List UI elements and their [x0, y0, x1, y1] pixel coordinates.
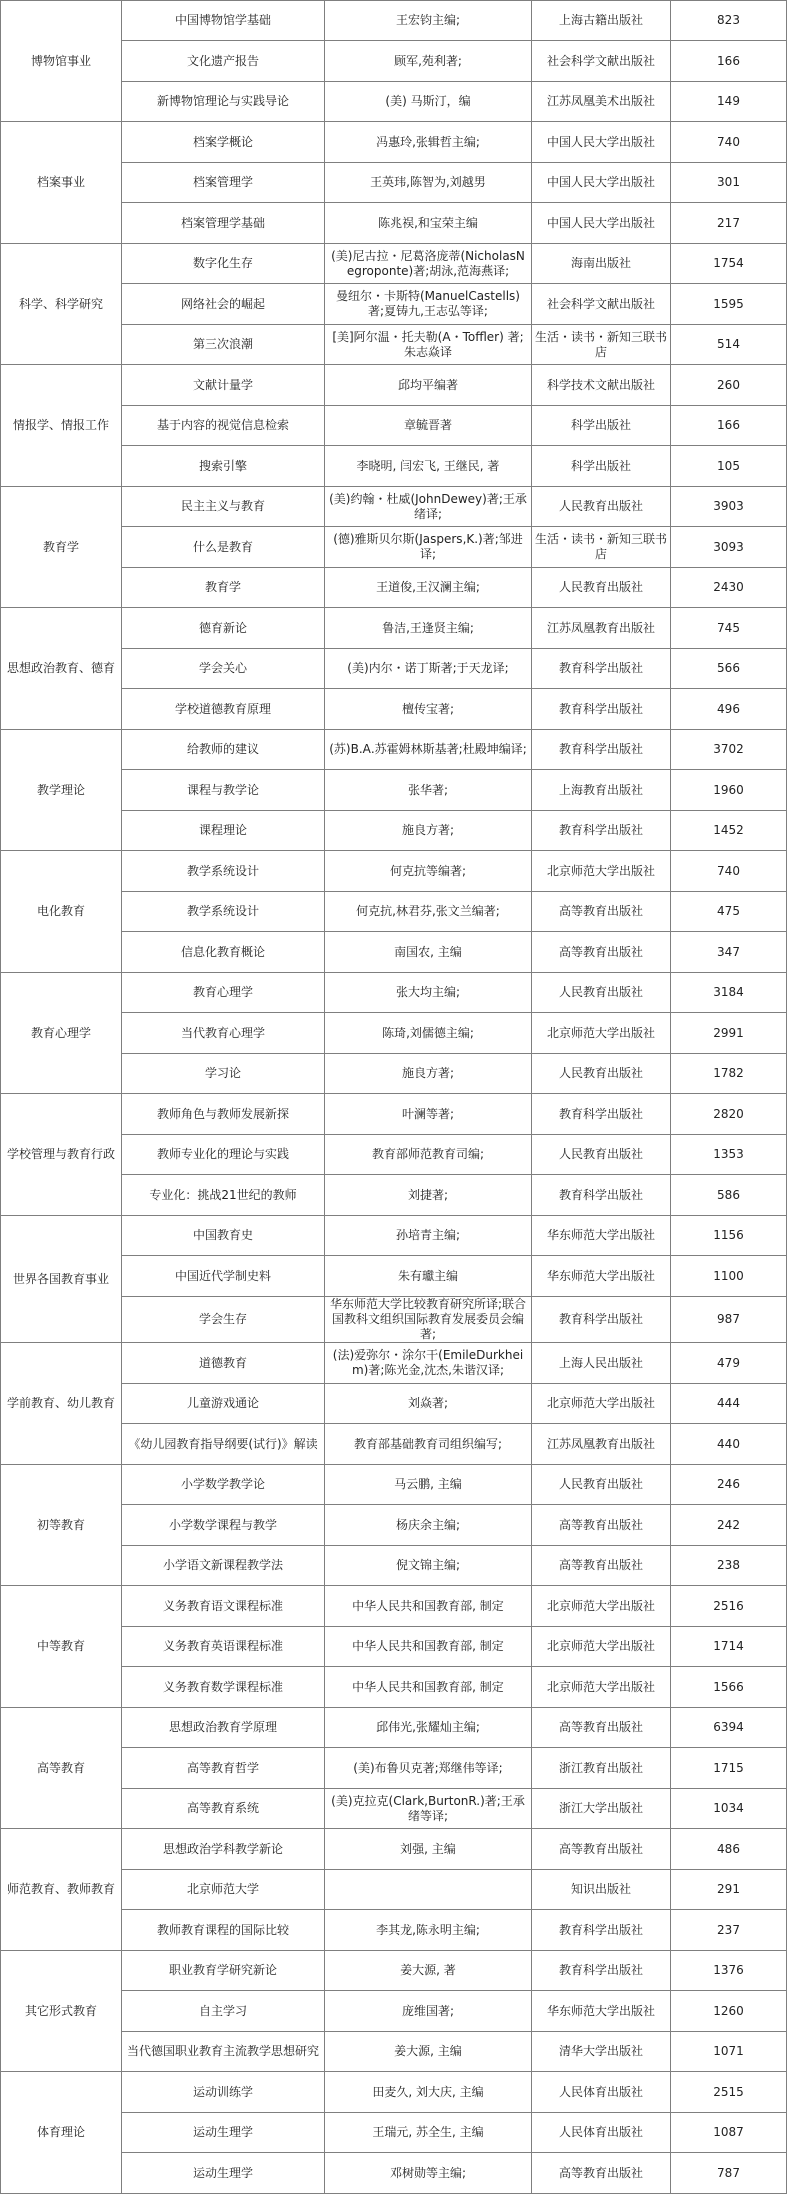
table-row: [1, 973, 787, 1013]
author-cell: 马云鹏, 主编: [325, 1465, 532, 1505]
book-table-body: [1, 1, 787, 2194]
book-title-cell: 信息化教育概论: [122, 932, 325, 973]
count-cell: 1071: [671, 2032, 787, 2072]
publisher-cell: 北京师范大学出版社: [532, 1384, 671, 1424]
publisher-cell: 华东师范大学出版社: [532, 1256, 671, 1297]
table-row: [1, 244, 787, 284]
book-title-cell: 小学数学课程与教学: [122, 1505, 325, 1546]
table-row: [1, 1343, 787, 1384]
author-cell: (美) 马斯汀，编: [325, 82, 532, 122]
count-cell: 566: [671, 649, 787, 689]
table-row: [1, 122, 787, 163]
count-cell: 740: [671, 122, 787, 163]
table-row: [1, 1, 787, 41]
category-cell: 中等教育: [1, 1586, 122, 1708]
count-cell: 444: [671, 1384, 787, 1424]
book-title-cell: 义务教育英语课程标准: [122, 1627, 325, 1667]
count-cell: 1452: [671, 811, 787, 851]
count-cell: 496: [671, 689, 787, 730]
book-title-cell: 数字化生存: [122, 244, 325, 284]
book-title-cell: 中国教育史: [122, 1216, 325, 1256]
count-cell: 2515: [671, 2072, 787, 2113]
publisher-cell: 社会科学文献出版社: [532, 41, 671, 82]
publisher-cell: 上海教育出版社: [532, 770, 671, 811]
publisher-cell: 海南出版社: [532, 244, 671, 284]
author-cell: 田麦久, 刘大庆, 主编: [325, 2072, 532, 2113]
count-cell: 166: [671, 406, 787, 446]
book-title-cell: 专业化：挑战21世纪的教师: [122, 1175, 325, 1216]
author-cell: 李晓明, 闫宏飞, 王继民, 著: [325, 446, 532, 487]
book-title-cell: 档案管理学: [122, 163, 325, 203]
count-cell: 1754: [671, 244, 787, 284]
category-cell: 师范教育、教师教育: [1, 1829, 122, 1951]
category-cell: 博物馆事业: [1, 1, 122, 122]
book-title-cell: 学习论: [122, 1054, 325, 1094]
author-cell: 中华人民共和国教育部, 制定: [325, 1586, 532, 1627]
publisher-cell: 浙江大学出版社: [532, 1789, 671, 1829]
author-cell: 邱均平编著: [325, 365, 532, 406]
count-cell: 217: [671, 203, 787, 244]
category-cell: 学校管理与教育行政: [1, 1094, 122, 1216]
publisher-cell: 北京师范大学出版社: [532, 1013, 671, 1054]
publisher-cell: 人民体育出版社: [532, 2072, 671, 2113]
book-title-cell: 第三次浪潮: [122, 325, 325, 365]
author-cell: 施良方著;: [325, 811, 532, 851]
book-title-cell: 道德教育: [122, 1343, 325, 1384]
count-cell: 440: [671, 1424, 787, 1465]
publisher-cell: 上海人民出版社: [532, 1343, 671, 1384]
publisher-cell: 江苏凤凰美术出版社: [532, 82, 671, 122]
count-cell: 475: [671, 892, 787, 932]
author-cell: (美)尼古拉・尼葛洛庞蒂(NicholasNegroponte)著;胡泳,范海燕译;: [325, 244, 532, 284]
publisher-cell: 高等教育出版社: [532, 1708, 671, 1748]
author-cell: [美]阿尔温・托夫勒(A・Toffler) 著;朱志焱译: [325, 325, 532, 365]
author-cell: 顾军,苑利著;: [325, 41, 532, 82]
count-cell: 2516: [671, 1586, 787, 1627]
author-cell: 刘强, 主编: [325, 1829, 532, 1870]
publisher-cell: 北京师范大学出版社: [532, 851, 671, 892]
count-cell: 1715: [671, 1748, 787, 1789]
publisher-cell: 教育科学出版社: [532, 689, 671, 730]
publisher-cell: 人民教育出版社: [532, 1465, 671, 1505]
count-cell: 1353: [671, 1135, 787, 1175]
table-row: [1, 730, 787, 770]
publisher-cell: 生活・读书・新知三联书店: [532, 325, 671, 365]
author-cell: 教育部基础教育司组织编写;: [325, 1424, 532, 1465]
book-title-cell: 儿童游戏通论: [122, 1384, 325, 1424]
category-cell: 思想政治教育、德育: [1, 608, 122, 730]
book-title-cell: 自主学习: [122, 1991, 325, 2032]
count-cell: 6394: [671, 1708, 787, 1748]
author-cell: 叶澜等著;: [325, 1094, 532, 1135]
publisher-cell: 教育科学出版社: [532, 1910, 671, 1951]
table-row: [1, 1094, 787, 1135]
count-cell: 823: [671, 1, 787, 41]
count-cell: 301: [671, 163, 787, 203]
count-cell: 2820: [671, 1094, 787, 1135]
publisher-cell: 中国人民大学出版社: [532, 163, 671, 203]
publisher-cell: 人民体育出版社: [532, 2113, 671, 2153]
publisher-cell: 科学出版社: [532, 406, 671, 446]
count-cell: 237: [671, 1910, 787, 1951]
author-cell: 何克抗,林君芬,张文兰编著;: [325, 892, 532, 932]
author-cell: 陈琦,刘儒德主编;: [325, 1013, 532, 1054]
table-row: [1, 1951, 787, 1991]
book-title-cell: 课程理论: [122, 811, 325, 851]
publisher-cell: 北京师范大学出版社: [532, 1586, 671, 1627]
author-cell: 孙培青主编;: [325, 1216, 532, 1256]
book-title-cell: 思想政治教育学原理: [122, 1708, 325, 1748]
author-cell: (美)克拉克(Clark,BurtonR.)著;王承绪等译;: [325, 1789, 532, 1829]
author-cell: 倪文锦主编;: [325, 1546, 532, 1586]
count-cell: 1034: [671, 1789, 787, 1829]
book-title-cell: 档案学概论: [122, 122, 325, 163]
publisher-cell: 知识出版社: [532, 1870, 671, 1910]
count-cell: 1260: [671, 1991, 787, 2032]
count-cell: 486: [671, 1829, 787, 1870]
publisher-cell: 清华大学出版社: [532, 2032, 671, 2072]
author-cell: 王宏钧主编;: [325, 1, 532, 41]
count-cell: 246: [671, 1465, 787, 1505]
author-cell: 朱有瓛主编: [325, 1256, 532, 1297]
author-cell: [325, 1870, 532, 1910]
count-cell: 1376: [671, 1951, 787, 1991]
author-cell: 邓树勋等主编;: [325, 2153, 532, 2194]
count-cell: 260: [671, 365, 787, 406]
book-title-cell: 学会生存: [122, 1297, 325, 1343]
author-cell: 邱伟光,张耀灿主编;: [325, 1708, 532, 1748]
table-row: [1, 851, 787, 892]
author-cell: 施良方著;: [325, 1054, 532, 1094]
count-cell: 1566: [671, 1667, 787, 1708]
book-title-cell: 基于内容的视觉信息检索: [122, 406, 325, 446]
book-title-cell: 教学系统设计: [122, 851, 325, 892]
book-title-cell: 档案管理学基础: [122, 203, 325, 244]
table-row: [1, 2072, 787, 2113]
book-title-cell: 什么是教育: [122, 527, 325, 568]
book-title-cell: 教师专业化的理论与实践: [122, 1135, 325, 1175]
category-cell: 档案事业: [1, 122, 122, 244]
count-cell: 1714: [671, 1627, 787, 1667]
book-title-cell: 运动生理学: [122, 2153, 325, 2194]
author-cell: 教育部师范教育司编;: [325, 1135, 532, 1175]
category-cell: 学前教育、幼儿教育: [1, 1343, 122, 1465]
book-title-cell: 教育学: [122, 568, 325, 608]
author-cell: 杨庆余主编;: [325, 1505, 532, 1546]
author-cell: 冯惠玲,张辑哲主编;: [325, 122, 532, 163]
count-cell: 1100: [671, 1256, 787, 1297]
count-cell: 3903: [671, 487, 787, 527]
book-title-cell: 高等教育哲学: [122, 1748, 325, 1789]
book-title-cell: 新博物馆理论与实践导论: [122, 82, 325, 122]
author-cell: 张华著;: [325, 770, 532, 811]
category-cell: 世界各国教育事业: [1, 1216, 122, 1343]
count-cell: 3702: [671, 730, 787, 770]
publisher-cell: 教育科学出版社: [532, 1297, 671, 1343]
author-cell: 姜大源, 主编: [325, 2032, 532, 2072]
publisher-cell: 教育科学出版社: [532, 1951, 671, 1991]
category-cell: 初等教育: [1, 1465, 122, 1586]
publisher-cell: 生活・读书・新知三联书店: [532, 527, 671, 568]
table-row: [1, 365, 787, 406]
author-cell: 章毓晋著: [325, 406, 532, 446]
book-title-cell: 教育心理学: [122, 973, 325, 1013]
count-cell: 3184: [671, 973, 787, 1013]
count-cell: 1156: [671, 1216, 787, 1256]
book-title-cell: 学会关心: [122, 649, 325, 689]
author-cell: 庞维国著;: [325, 1991, 532, 2032]
book-title-cell: 德育新论: [122, 608, 325, 649]
count-cell: 479: [671, 1343, 787, 1384]
author-cell: 曼纽尔・卡斯特(ManuelCastells)著;夏铸九,王志弘等译;: [325, 284, 532, 325]
publisher-cell: 教育科学出版社: [532, 811, 671, 851]
book-title-cell: 小学数学教学论: [122, 1465, 325, 1505]
author-cell: 陈兆祦,和宝荣主编: [325, 203, 532, 244]
publisher-cell: 社会科学文献出版社: [532, 284, 671, 325]
book-title-cell: 义务教育语文课程标准: [122, 1586, 325, 1627]
category-cell: 教育心理学: [1, 973, 122, 1094]
category-cell: 情报学、情报工作: [1, 365, 122, 487]
publisher-cell: 人民教育出版社: [532, 973, 671, 1013]
table-row: [1, 1586, 787, 1627]
publisher-cell: 教育科学出版社: [532, 730, 671, 770]
book-title-cell: 学校道德教育原理: [122, 689, 325, 730]
count-cell: 1595: [671, 284, 787, 325]
author-cell: 王瑞元, 苏全生, 主编: [325, 2113, 532, 2153]
book-title-cell: 给教师的建议: [122, 730, 325, 770]
book-title-cell: 中国近代学制史料: [122, 1256, 325, 1297]
book-title-cell: 文化遗产报告: [122, 41, 325, 82]
publisher-cell: 人民教育出版社: [532, 487, 671, 527]
author-cell: (美)约翰・杜威(JohnDewey)著;王承绪译;: [325, 487, 532, 527]
count-cell: 514: [671, 325, 787, 365]
count-cell: 166: [671, 41, 787, 82]
publisher-cell: 高等教育出版社: [532, 2153, 671, 2194]
table-row: [1, 608, 787, 649]
publisher-cell: 北京师范大学出版社: [532, 1667, 671, 1708]
book-title-cell: 《幼儿园教育指导纲要(试行)》解读: [122, 1424, 325, 1465]
author-cell: 中华人民共和国教育部, 制定: [325, 1667, 532, 1708]
count-cell: 1960: [671, 770, 787, 811]
count-cell: 1782: [671, 1054, 787, 1094]
book-title-cell: 教师角色与教师发展新探: [122, 1094, 325, 1135]
publisher-cell: 上海古籍出版社: [532, 1, 671, 41]
book-title-cell: 小学语文新课程教学法: [122, 1546, 325, 1586]
publisher-cell: 江苏凤凰教育出版社: [532, 608, 671, 649]
count-cell: 347: [671, 932, 787, 973]
book-title-cell: 文献计量学: [122, 365, 325, 406]
author-cell: (美)内尔・诺丁斯著;于天龙译;: [325, 649, 532, 689]
book-title-cell: 课程与教学论: [122, 770, 325, 811]
publisher-cell: 浙江教育出版社: [532, 1748, 671, 1789]
count-cell: 291: [671, 1870, 787, 1910]
book-title-cell: 民主主义与教育: [122, 487, 325, 527]
category-cell: 电化教育: [1, 851, 122, 973]
count-cell: 105: [671, 446, 787, 487]
book-title-cell: 高等教育系统: [122, 1789, 325, 1829]
book-title-cell: 义务教育数学课程标准: [122, 1667, 325, 1708]
publisher-cell: 华东师范大学出版社: [532, 1991, 671, 2032]
count-cell: 1087: [671, 2113, 787, 2153]
author-cell: 张大均主编;: [325, 973, 532, 1013]
publisher-cell: 中国人民大学出版社: [532, 122, 671, 163]
category-cell: 其它形式教育: [1, 1951, 122, 2072]
book-title-cell: 当代德国职业教育主流教学思想研究: [122, 2032, 325, 2072]
publisher-cell: 高等教育出版社: [532, 932, 671, 973]
count-cell: 238: [671, 1546, 787, 1586]
publisher-cell: 人民教育出版社: [532, 1054, 671, 1094]
count-cell: 242: [671, 1505, 787, 1546]
publisher-cell: 江苏凤凰教育出版社: [532, 1424, 671, 1465]
category-cell: 教育学: [1, 487, 122, 608]
category-cell: 科学、科学研究: [1, 244, 122, 365]
publisher-cell: 高等教育出版社: [532, 1505, 671, 1546]
author-cell: (美)布鲁贝克著;郑继伟等译;: [325, 1748, 532, 1789]
book-title-cell: 北京师范大学: [122, 1870, 325, 1910]
author-cell: 王道俊,王汉澜主编;: [325, 568, 532, 608]
publisher-cell: 华东师范大学出版社: [532, 1216, 671, 1256]
publisher-cell: 教育科学出版社: [532, 1094, 671, 1135]
count-cell: 2991: [671, 1013, 787, 1054]
publisher-cell: 中国人民大学出版社: [532, 203, 671, 244]
category-cell: 体育理论: [1, 2072, 122, 2194]
count-cell: 3093: [671, 527, 787, 568]
book-title-cell: 当代教育心理学: [122, 1013, 325, 1054]
table-row: [1, 1708, 787, 1748]
author-cell: 华东师范大学比较教育研究所译;联合国教科文组织国际教育发展委员会编著;: [325, 1297, 532, 1343]
author-cell: (法)爱弥尔・涂尔干(EmileDurkheim)著;陈光金,沈杰,朱谐汉译;: [325, 1343, 532, 1384]
book-title-cell: 教学系统设计: [122, 892, 325, 932]
table-row: [1, 1216, 787, 1256]
count-cell: 740: [671, 851, 787, 892]
publisher-cell: 教育科学出版社: [532, 649, 671, 689]
book-title-cell: 网络社会的崛起: [122, 284, 325, 325]
author-cell: 刘捷著;: [325, 1175, 532, 1216]
book-title-cell: 中国博物馆学基础: [122, 1, 325, 41]
author-cell: 王英玮,陈智为,刘越男: [325, 163, 532, 203]
author-cell: 中华人民共和国教育部, 制定: [325, 1627, 532, 1667]
author-cell: 檀传宝著;: [325, 689, 532, 730]
publisher-cell: 教育科学出版社: [532, 1175, 671, 1216]
publisher-cell: 科学出版社: [532, 446, 671, 487]
book-title-cell: 教师教育课程的国际比较: [122, 1910, 325, 1951]
publisher-cell: 高等教育出版社: [532, 1829, 671, 1870]
count-cell: 745: [671, 608, 787, 649]
table-row: [1, 1465, 787, 1505]
publisher-cell: 高等教育出版社: [532, 892, 671, 932]
author-cell: 姜大源, 著: [325, 1951, 532, 1991]
publisher-cell: 人民教育出版社: [532, 568, 671, 608]
count-cell: 2430: [671, 568, 787, 608]
publisher-cell: 科学技术文献出版社: [532, 365, 671, 406]
book-title-cell: 职业教育学研究新论: [122, 1951, 325, 1991]
count-cell: 787: [671, 2153, 787, 2194]
table-row: [1, 487, 787, 527]
publisher-cell: 人民教育出版社: [532, 1135, 671, 1175]
table-row: [1, 1829, 787, 1870]
author-cell: (苏)Β.Α.苏霍姆林斯基著;杜殿坤编译;: [325, 730, 532, 770]
book-title-cell: 搜索引擎: [122, 446, 325, 487]
book-title-cell: 运动训练学: [122, 2072, 325, 2113]
category-cell: 高等教育: [1, 1708, 122, 1829]
category-cell: 教学理论: [1, 730, 122, 851]
count-cell: 987: [671, 1297, 787, 1343]
author-cell: 李其龙,陈永明主编;: [325, 1910, 532, 1951]
count-cell: 149: [671, 82, 787, 122]
publisher-cell: 高等教育出版社: [532, 1546, 671, 1586]
author-cell: 鲁洁,王逢贤主编;: [325, 608, 532, 649]
book-title-cell: 思想政治学科教学新论: [122, 1829, 325, 1870]
author-cell: 南国农, 主编: [325, 932, 532, 973]
author-cell: 刘焱著;: [325, 1384, 532, 1424]
book-title-cell: 运动生理学: [122, 2113, 325, 2153]
author-cell: (德)雅斯贝尔斯(Jaspers,K.)著;邹进译;: [325, 527, 532, 568]
count-cell: 586: [671, 1175, 787, 1216]
author-cell: 何克抗等编著;: [325, 851, 532, 892]
publisher-cell: 北京师范大学出版社: [532, 1627, 671, 1667]
